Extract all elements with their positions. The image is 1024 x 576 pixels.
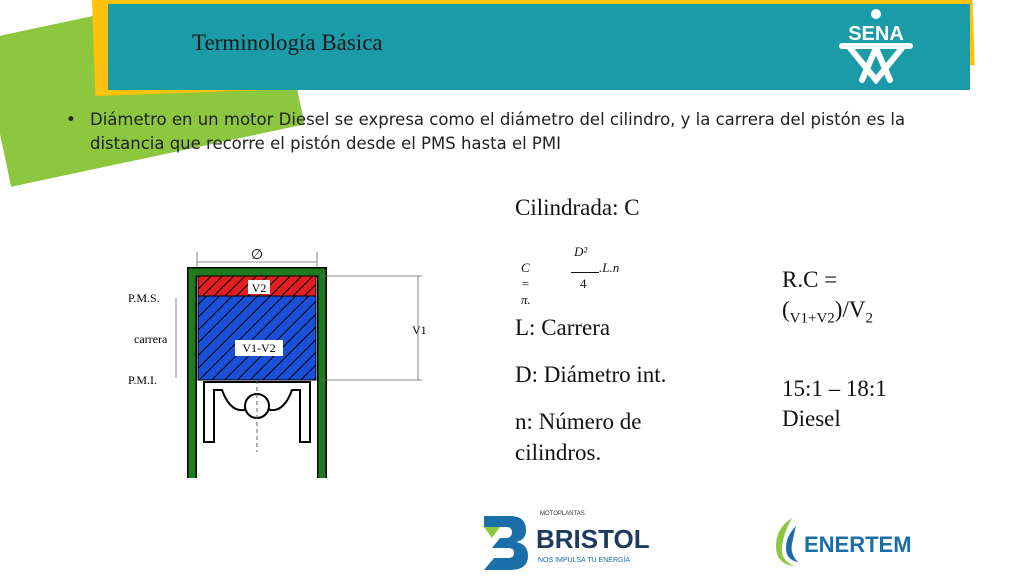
- bristol-top-text: MOTOPLANTAS: [540, 511, 585, 517]
- bullet-text: Diámetro en un motor Diesel se expresa como el diámetro del cilindro, y la carrera del pistón es la distancia que recorre el pistón desde el PMS hasta el PMI: [90, 110, 906, 153]
- page-title: Terminología Básica: [192, 30, 383, 55]
- pmi-label: P.M.I.: [128, 373, 158, 387]
- compression-ratio-value: [782, 374, 887, 434]
- rc-prefix: R.C =: [782, 267, 838, 292]
- sena-logo: [828, 8, 924, 84]
- ratio-range: 15:1 – 18:1: [782, 376, 887, 401]
- diameter-symbol: ∅: [250, 247, 264, 263]
- bullet-dot-icon: •: [66, 110, 76, 129]
- ratio-label: Diesel: [782, 406, 841, 431]
- legend-diametro: D: Diámetro int.: [515, 362, 667, 387]
- rc-expression: $(_{V1+V2})/V_2$: [782, 297, 873, 327]
- cilindrada-title: Cilindrada: C: [515, 195, 640, 220]
- legend-carrera: L: Carrera: [515, 315, 611, 340]
- formula-denominator: 4: [580, 276, 587, 291]
- piston-diagram: [120, 242, 440, 484]
- formula-fraction-bar: [571, 272, 599, 273]
- formula-lhs: C = π.: [521, 260, 531, 307]
- legend-numero-cilindros: n: Número de cilindros.: [515, 409, 642, 465]
- carrera-label: carrera: [134, 332, 168, 346]
- bristol-tagline: NOS IMPULSA TU ENERGÍA: [538, 557, 631, 564]
- compression-ratio-formula: [782, 265, 873, 334]
- pms-label: P.M.S.: [128, 291, 160, 305]
- sena-logo-text: SENA: [848, 23, 904, 45]
- bristol-name: BRISTOL: [536, 524, 650, 554]
- v2-label: V2: [251, 281, 267, 295]
- bristol-logo: [480, 508, 650, 574]
- swept-volume: [198, 296, 316, 380]
- formula-rhs: .L.n: [599, 260, 620, 275]
- v1-v2-label: V1-V2: [242, 341, 276, 355]
- bullet-paragraph: [66, 108, 946, 156]
- enertem-logo: [764, 512, 940, 572]
- formula-numerator: D²: [574, 244, 588, 259]
- v1-label: V1: [412, 323, 427, 337]
- enertem-name: ENERTEM: [804, 532, 912, 557]
